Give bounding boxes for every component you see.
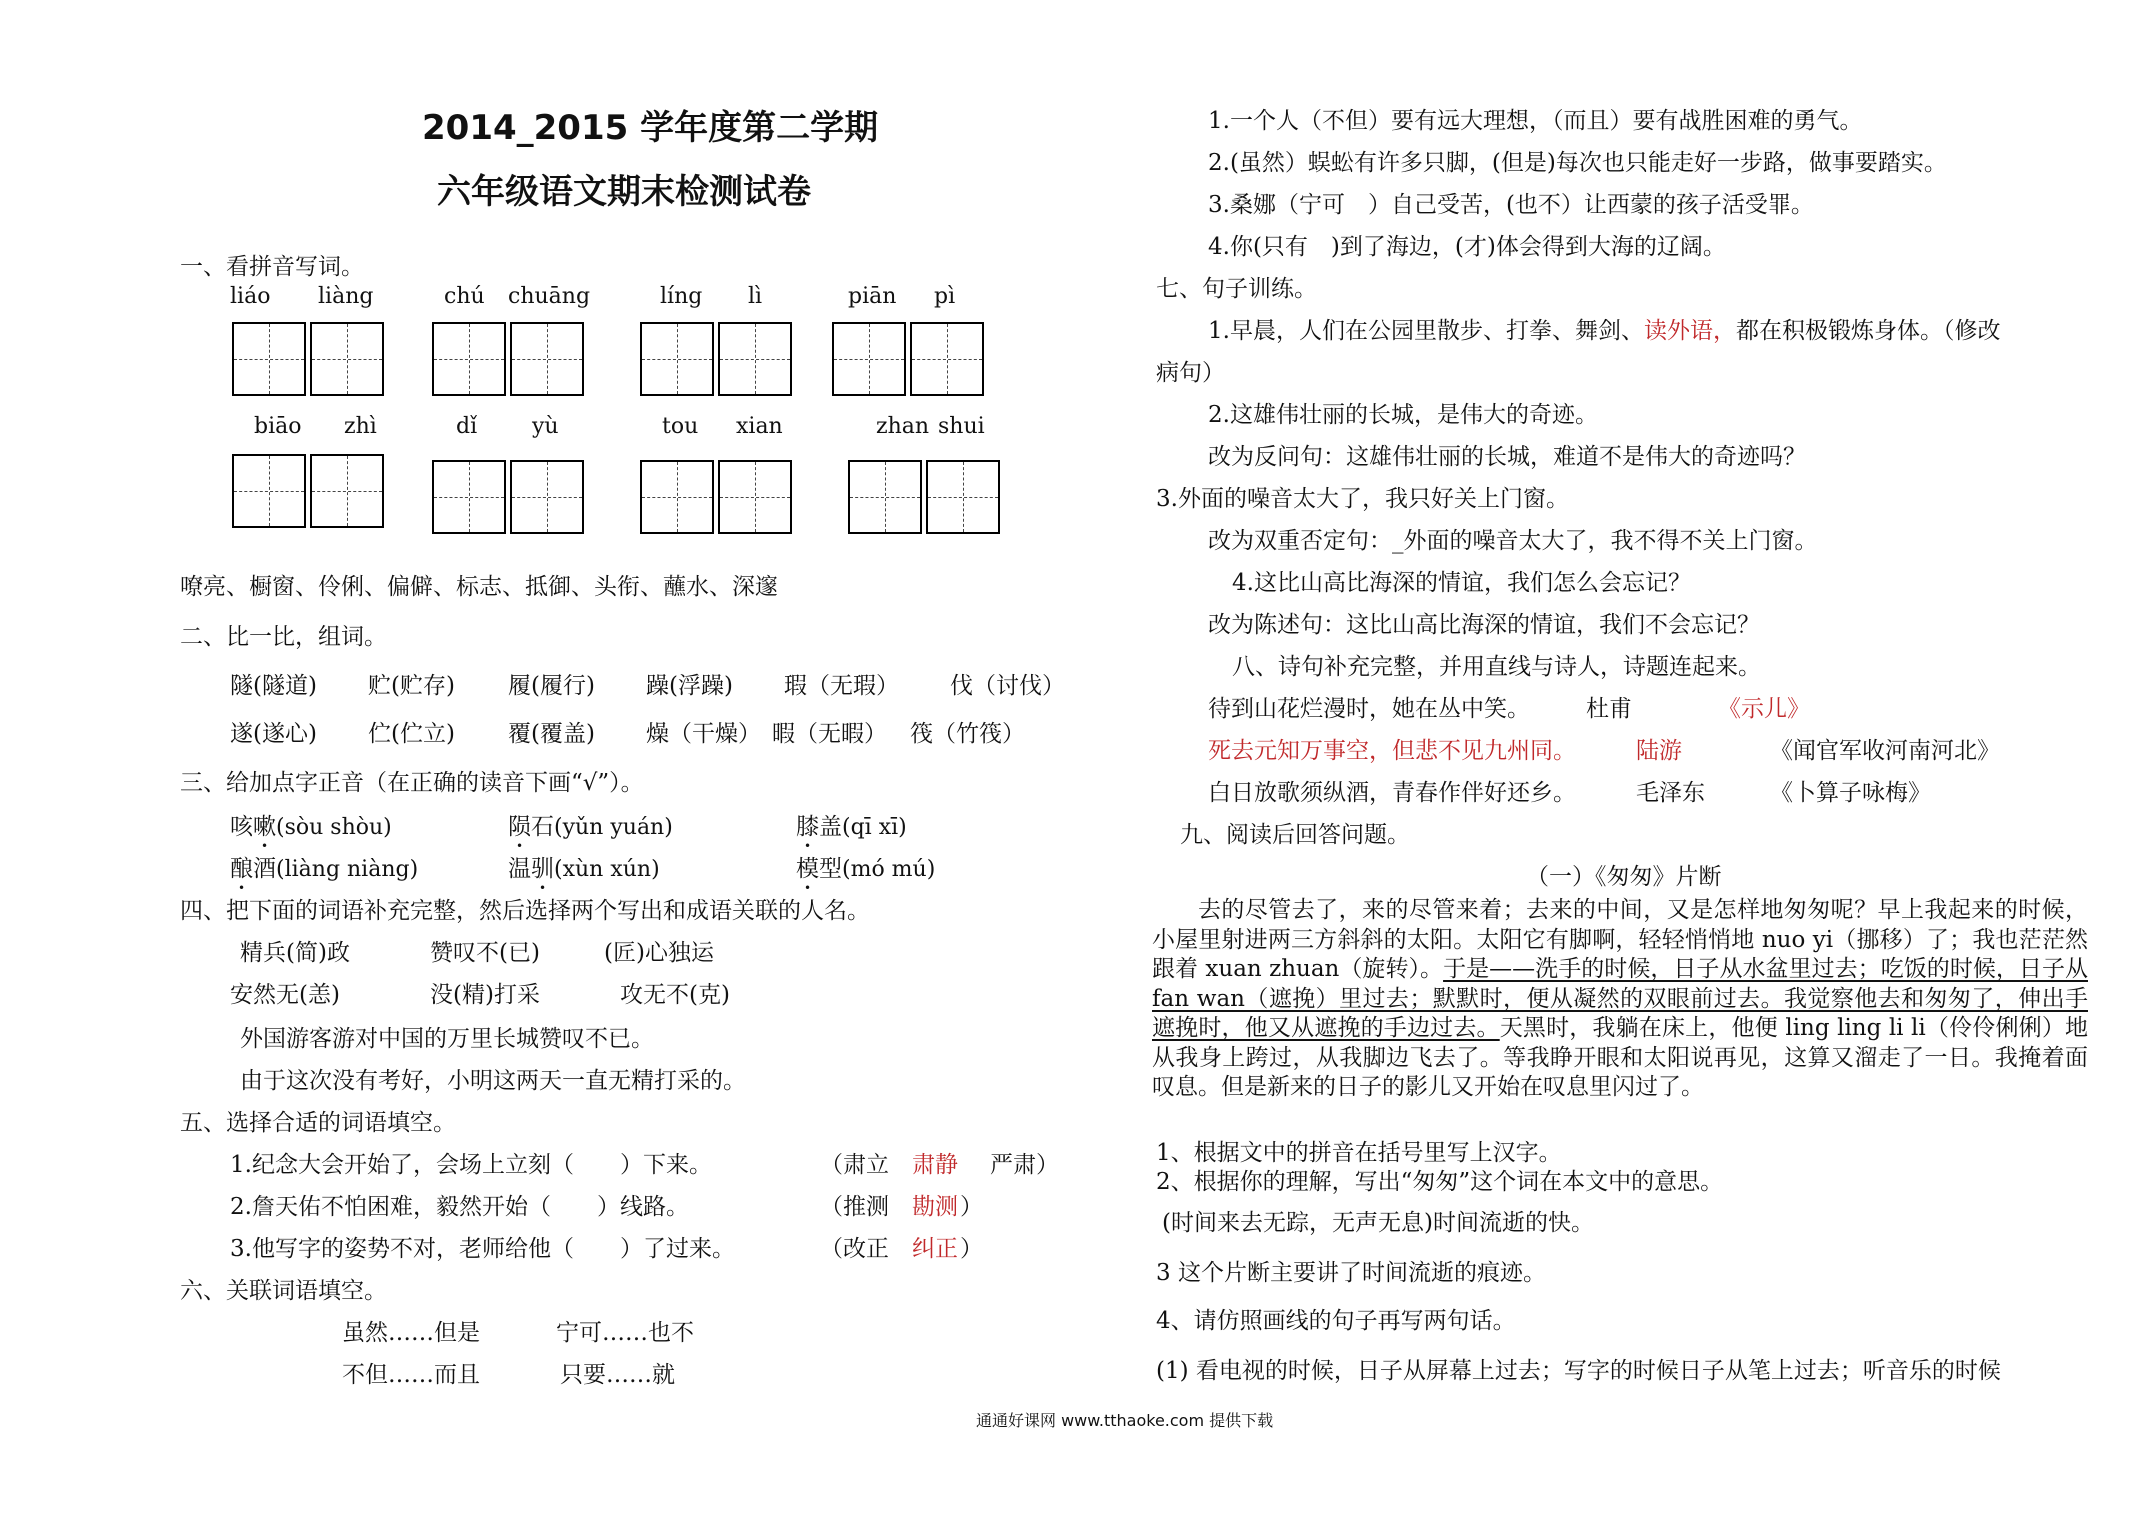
- idiom: 攻无不(克): [620, 982, 730, 1008]
- pinyin: zhan: [876, 414, 930, 439]
- pinyin: piān: [848, 284, 897, 309]
- pinyin: liàng: [318, 284, 374, 309]
- reading-question: 4、请仿照画线的句子再写两句话。: [1156, 1308, 1516, 1334]
- pinyin: líng: [660, 284, 703, 309]
- poem-verse: 待到山花烂漫时，她在丛中笑。: [1208, 696, 1530, 722]
- idiom: 精兵(简)政: [240, 940, 350, 966]
- sentence-text: 1.早晨，人们在公园里散步、打拳、舞剑、: [1208, 318, 1644, 344]
- word-pair: 履(履行): [508, 673, 595, 699]
- pinyin-choices: (qī xī): [842, 815, 907, 840]
- idiom: 赞叹不(已): [430, 940, 540, 966]
- poem-verse: 死去元知万事空，但悲不见九州同。: [1208, 738, 1576, 764]
- poem-verse: 白日放歌须纵酒，青春作伴好还乡。: [1208, 780, 1576, 806]
- idiom-sentence: 外国游客游对中国的万里长城赞叹不已。: [240, 1026, 654, 1052]
- conjunction-option: 宁可……也不: [556, 1320, 694, 1346]
- section-8-heading: 八、诗句补充完整，并用直线与诗人，诗题连起来。: [1232, 654, 1761, 680]
- dotted-char: 嗽: [253, 814, 276, 840]
- dotted-char: 模: [796, 856, 819, 882]
- writing-grid-box[interactable]: [910, 322, 984, 396]
- pinyin-choices: (liàng niàng): [276, 857, 419, 882]
- idiom: (匠)心独运: [604, 940, 714, 966]
- passage-text: 天黑时，我躺在床上，他便 ling ling li li（伶伶俐俐）地从我身上跨过，从我脚边飞去了。等我睁开眼和太阳说再见，这算又溜走了一日。我掩着面叹息。但是新来的日子的影儿又开始在叹息里闪过了。: [1152, 1015, 2088, 1100]
- option: 严肃）: [990, 1152, 1059, 1178]
- pinyin: pì: [934, 284, 956, 309]
- reading-answer: (1) 看电视的时候，日子从屏幕上过去；写字的时候日子从笔上过去；听音乐的时候: [1156, 1358, 2001, 1384]
- idiom: 安然无(恙): [230, 982, 340, 1008]
- sentence-question: 2.这雄伟壮丽的长城，是伟大的奇迹。: [1208, 402, 1598, 428]
- conjunction-answer: 3.桑娜（宁可 ）自己受苦，(也不）让西蒙的孩子活受罪。: [1208, 192, 1814, 218]
- poem-title: 《闻官军收河南河北》: [1770, 738, 2000, 764]
- answer-mark: 读外语，: [1643, 318, 1736, 344]
- pinyin-choices: (yǔn yuán): [554, 815, 673, 840]
- conjunction-option: 不但……而且: [342, 1362, 480, 1388]
- pinyin: liáo: [230, 284, 271, 309]
- dotted-char: 陨: [508, 814, 531, 840]
- option: （肃立: [820, 1152, 889, 1178]
- sentence-answer: 改为双重否定句：_外面的噪音太大了，我不得不关上门窗。: [1208, 528, 1818, 554]
- conjunction-option: 虽然……但是: [342, 1320, 480, 1346]
- conjunction-answer: 4.你(只有 )到了海边，(才)体会得到大海的辽阔。: [1208, 234, 1726, 260]
- sentence-text: 都在积极锻炼身体。（修改: [1735, 318, 2001, 344]
- word-pair: 覆(覆盖): [508, 721, 595, 747]
- writing-grid-box[interactable]: [848, 460, 922, 534]
- option: （推测: [820, 1194, 889, 1220]
- writing-grid-box[interactable]: [640, 460, 714, 534]
- conjunction-answer: 2.(虽然）蜈蚣有许多只脚，(但是)每次也只能走好一步路，做事要踏实。: [1208, 150, 1947, 176]
- poem-title: 《示儿》: [1718, 696, 1810, 722]
- reading-passage: [1152, 896, 2088, 1103]
- fill-question: 1.纪念大会开始了，会场上立刻（ ）下来。: [230, 1152, 712, 1178]
- dotted-char: 膝: [796, 814, 819, 840]
- writing-grid-box[interactable]: [510, 460, 584, 534]
- word-char: 咳: [230, 814, 253, 840]
- section-1-heading: 一、看拼音写词。: [180, 254, 364, 280]
- writing-grid-box[interactable]: [432, 322, 506, 396]
- fill-question: 2.詹天佑不怕困难，毅然开始（ ）线路。: [230, 1194, 689, 1220]
- word-pair: 隧(隧道): [230, 673, 317, 699]
- footer-source: 通通好课网 www.tthaoke.com 提供下载: [976, 1411, 1274, 1430]
- word-pair: 燥（干燥）: [646, 721, 761, 747]
- pinyin: dǐ: [456, 414, 478, 439]
- reading-subtitle: （一）《匆匆》片断: [1526, 864, 1722, 890]
- pinyin: xian: [736, 414, 783, 439]
- word-pair: 筏（竹筏）: [910, 721, 1025, 747]
- pronunciation-item: [230, 850, 418, 883]
- pinyin-choices: (mó mú): [842, 857, 936, 882]
- idiom: 没(精)打采: [430, 982, 540, 1008]
- writing-grid-box[interactable]: [232, 454, 306, 528]
- sentence-question-cont: 病句）: [1156, 360, 1225, 386]
- pinyin: biāo: [254, 414, 302, 439]
- word-pair: 瑕（无瑕）: [784, 673, 899, 699]
- pronunciation-item: [508, 850, 660, 883]
- word-char: 酒: [253, 856, 276, 882]
- answer-option: 肃静: [912, 1152, 958, 1178]
- writing-grid-box[interactable]: [718, 322, 792, 396]
- word-pair: 贮(贮存): [368, 673, 455, 699]
- word-char: 型: [819, 856, 842, 882]
- pronunciation-item: [230, 808, 392, 841]
- option: ）: [960, 1236, 983, 1262]
- section-2-heading: 二、比一比，组词。: [180, 624, 387, 650]
- sentence-question: [1208, 312, 2000, 345]
- word-pair: 躁(浮躁): [646, 673, 733, 699]
- writing-grid-box[interactable]: [718, 460, 792, 534]
- writing-grid-box[interactable]: [310, 322, 384, 396]
- section-5-heading: 五、选择合适的词语填空。: [180, 1110, 456, 1136]
- reading-question: 3 这个片断主要讲了时间流逝的痕迹。: [1156, 1260, 1546, 1286]
- word-pair: 遂(遂心): [230, 721, 317, 747]
- poem-poet: 毛泽东: [1636, 780, 1705, 806]
- poem-title: 《卜算子咏梅》: [1770, 780, 1931, 806]
- word-char: 石: [531, 814, 554, 840]
- pinyin: lì: [748, 284, 763, 309]
- writing-grid-box[interactable]: [832, 322, 906, 396]
- sentence-question: 4.这比山高比海深的情谊，我们怎么会忘记？: [1232, 570, 1691, 596]
- exam-title-term: 2014_2015 学年度第二学期: [422, 108, 879, 148]
- word-pair: 伫(伫立): [368, 721, 455, 747]
- poem-poet: 杜甫: [1586, 696, 1632, 722]
- answer-option: 勘测: [912, 1194, 958, 1220]
- writing-grid-box[interactable]: [432, 460, 506, 534]
- answer-option: 纠正: [912, 1236, 958, 1262]
- section-7-heading: 七、句子训练。: [1156, 276, 1317, 302]
- pinyin: shui: [938, 414, 985, 439]
- writing-grid-box[interactable]: [926, 460, 1000, 534]
- option: ）: [960, 1194, 983, 1220]
- writing-grid-box[interactable]: [310, 454, 384, 528]
- sentence-answer: 改为反问句：这雄伟壮丽的长城，难道不是伟大的奇迹吗？: [1208, 444, 1806, 470]
- pinyin: chú: [444, 284, 485, 309]
- reading-answer: (时间来去无踪，无声无息)时间流逝的快。: [1162, 1210, 1594, 1236]
- conjunction-answer: 1.一个人（不但）要有远大理想，（而且）要有战胜困难的勇气。: [1208, 108, 1863, 134]
- writing-grid-box[interactable]: [510, 322, 584, 396]
- writing-grid-box[interactable]: [640, 322, 714, 396]
- dotted-char: 酿: [230, 856, 253, 882]
- section-3-heading: 三、给加点字正音（在正确的读音下画“√”）。: [180, 770, 644, 796]
- fill-question: 3.他写字的姿势不对，老师给他（ ）了过来。: [230, 1236, 735, 1262]
- underlined-passage: 于是——洗手的时候，日子从水盆里过去；吃饭的时候，日子从 fan wan（遮挽）里过去；默默时，便从凝然的双眼前过去。我觉察他去和匆匆了，伸出手遮挽时，他又从遮挽的手边过去。: [1152, 956, 2088, 1041]
- pinyin: tou: [662, 414, 699, 439]
- idiom-sentence: 由于这次没有考好，小明这两天一直无精打采的。: [240, 1068, 746, 1094]
- reading-question: 2、根据你的理解，写出“匆匆”这个词在本文中的意思。: [1156, 1169, 1724, 1195]
- reading-question: 1、根据文中的拼音在括号里写上汉字。: [1156, 1140, 1562, 1166]
- pinyin: yù: [532, 414, 559, 439]
- dotted-char: 驯: [531, 856, 554, 882]
- section-6-heading: 六、关联词语填空。: [180, 1278, 387, 1304]
- conjunction-option: 只要……就: [560, 1362, 675, 1388]
- pronunciation-item: [796, 850, 935, 883]
- option: （改正: [820, 1236, 889, 1262]
- section-9-heading: 九、阅读后回答问题。: [1180, 822, 1410, 848]
- word-pair: 伐（讨伐）: [950, 673, 1065, 699]
- sentence-question: 3.外面的噪音太大了，我只好关上门窗。: [1156, 486, 1569, 512]
- word-pair: 暇（无暇）: [772, 721, 887, 747]
- pronunciation-item: [508, 808, 673, 841]
- pronunciation-item: [796, 808, 907, 841]
- section-1-answers: 嘹亮、橱窗、伶俐、偏僻、标志、抵御、头衔、蘸水、深邃: [180, 574, 778, 600]
- pinyin-choices: (xùn xún): [554, 857, 660, 882]
- passage-text: 去的尽管去了，来的尽管来着；去来的中间，又是怎样地匆匆呢？早上我起来的时候，小屋里射进两三方斜斜的太阳。太阳它有脚啊，轻轻悄悄地 nuo yi（挪移）了；我也茫茫然跟着 xuan zhuan（旋转）。: [1152, 897, 2088, 982]
- word-char: 盖: [819, 814, 842, 840]
- exam-title-main: 六年级语文期末检测试卷: [437, 172, 811, 212]
- word-char: 温: [508, 856, 531, 882]
- section-4-heading: 四、把下面的词语补充完整，然后选择两个写出和成语关联的人名。: [180, 898, 870, 924]
- poem-poet: 陆游: [1636, 738, 1682, 764]
- pinyin: chuāng: [508, 284, 591, 309]
- writing-grid-box[interactable]: [232, 322, 306, 396]
- sentence-answer: 改为陈述句：这比山高比海深的情谊，我们不会忘记？: [1208, 612, 1760, 638]
- pinyin: zhì: [344, 414, 377, 439]
- pinyin-choices: (sòu shòu): [276, 815, 392, 840]
